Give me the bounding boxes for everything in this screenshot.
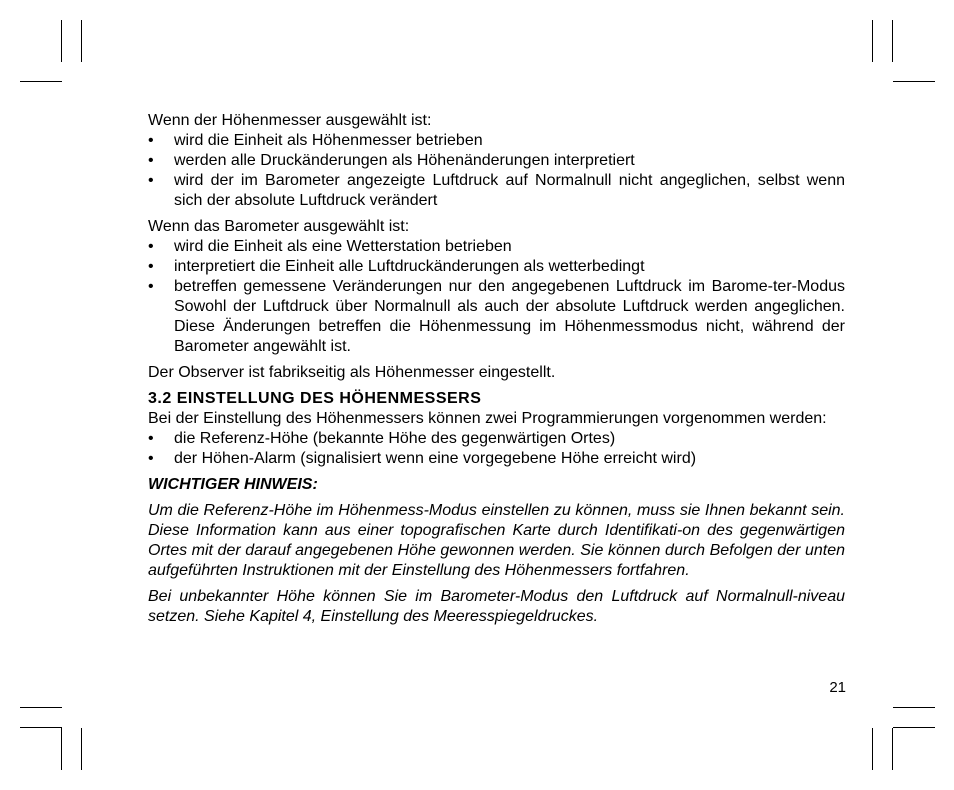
page-number: 21 bbox=[829, 679, 846, 696]
crop-mark bbox=[872, 728, 873, 770]
crop-mark bbox=[81, 20, 82, 62]
list-item: • betreffen gemessene Veränderungen nur den angegebenen Luftdruck im Barome-ter-Modus Sowohl der Luftdruck über Normalnull als auch der absolute Luftdruck werden angeglichen. Diese Änderungen betreffen die Höhenmessung im Höhenmessmodus nicht, während der Barometer angewählt ist. bbox=[148, 277, 845, 357]
crop-mark bbox=[892, 728, 893, 770]
crop-mark bbox=[893, 707, 935, 708]
note-title: WICHTIGER HINWEIS: bbox=[148, 476, 318, 493]
altimeter-bullet-list bbox=[148, 131, 845, 211]
barometer-bullet-list bbox=[148, 237, 845, 357]
crop-mark bbox=[81, 728, 82, 770]
crop-mark bbox=[61, 20, 62, 62]
section-heading: 3.2 EINSTELLUNG DES HÖHENMESSERS bbox=[148, 390, 482, 407]
list-item: • wird der im Barometer angezeigte Luftdruck auf Normalnull nicht angeglichen, selbst wenn sich der absolute Luftdruck verändert bbox=[148, 171, 845, 211]
note-paragraph-1: Um die Referenz-Höhe im Höhenmess-Modus einstellen zu können, muss sie Ihnen bekannt sein. Diese Information kann aus einer topografischen Karte durch Identifikati-on des gegenwärtigen Ortes mit der darauf angegebenen Höhe gewonnen werden. Sie können durch Befolgen der unten aufgeführten Instruktionen mit der Einstellung des Höhenmessers fortfahren. bbox=[148, 502, 845, 579]
crop-mark bbox=[20, 81, 62, 82]
list-item: • werden alle Druckänderungen als Höhenänderungen interpretiert bbox=[148, 151, 845, 171]
crop-mark bbox=[61, 728, 62, 770]
section-intro: Bei der Einstellung des Höhenmessers können zwei Programmierungen vorgenommen werden: bbox=[148, 410, 827, 427]
crop-mark bbox=[893, 727, 935, 728]
crop-mark bbox=[872, 20, 873, 62]
list-item: • wird die Einheit als eine Wetterstation betrieben bbox=[148, 237, 845, 257]
altimeter-intro: Wenn der Höhenmesser ausgewählt ist: bbox=[148, 112, 432, 129]
list-item: • interpretiert die Einheit alle Luftdruckänderungen als wetterbedingt bbox=[148, 257, 845, 277]
note-paragraph-2: Bei unbekannter Höhe können Sie im Barometer-Modus den Luftdruck auf Normalnull-niveau setzen. Siehe Kapitel 4, Einstellung des Meeresspiegeldruckes. bbox=[148, 588, 845, 625]
crop-mark bbox=[20, 727, 62, 728]
crop-mark bbox=[893, 81, 935, 82]
factory-default-text: Der Observer ist fabrikseitig als Höhenmesser eingestellt. bbox=[148, 364, 556, 381]
crop-mark bbox=[892, 20, 893, 62]
crop-mark bbox=[20, 707, 62, 708]
settings-bullet-list bbox=[148, 429, 845, 469]
page-content bbox=[148, 111, 845, 627]
list-item: • wird die Einheit als Höhenmesser betrieben bbox=[148, 131, 845, 151]
list-item: • der Höhen-Alarm (signalisiert wenn eine vorgegebene Höhe erreicht wird) bbox=[148, 449, 845, 469]
barometer-intro: Wenn das Barometer ausgewählt ist: bbox=[148, 218, 410, 235]
list-item: • die Referenz-Höhe (bekannte Höhe des gegenwärtigen Ortes) bbox=[148, 429, 845, 449]
